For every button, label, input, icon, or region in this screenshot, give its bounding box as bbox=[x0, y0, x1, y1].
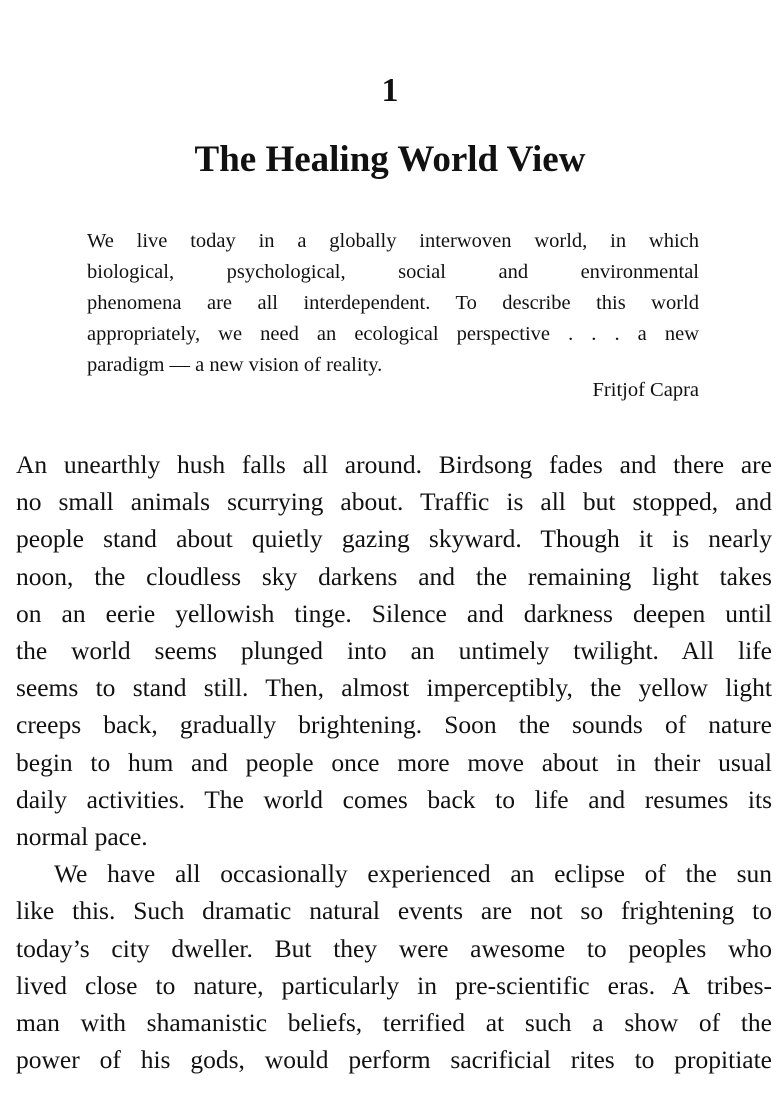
text-line: people stand about quietly gazing skyward. Though it is nearly bbox=[16, 524, 772, 554]
text-line: daily activities. The world comes back to life and resumes its bbox=[16, 784, 772, 814]
paragraph bbox=[16, 855, 772, 1078]
text-line: seems to stand still. Then, almost imperceptibly, the yellow light bbox=[16, 673, 772, 703]
chapter-number: 1 bbox=[381, 72, 399, 109]
text-line: creeps back, gradually brightening. Soon the sounds of nature bbox=[16, 710, 772, 740]
epigraph-line: phenomena are all interdependent. To describe this world bbox=[87, 292, 699, 314]
paragraph bbox=[16, 446, 772, 855]
text-line: lived close to nature, particularly in pre-scientific eras. A tribes- bbox=[16, 970, 772, 1000]
text-line: the world seems plunged into an untimely twilight. All life bbox=[16, 636, 772, 666]
text-line: begin to hum and people once more move about in their usual bbox=[16, 747, 772, 777]
body-text bbox=[16, 446, 772, 1078]
text-line: on an eerie yellowish tinge. Silence and darkness deepen until bbox=[16, 598, 772, 628]
text-line: An unearthly hush falls all around. Birdsong fades and there are bbox=[16, 450, 772, 479]
text-line: like this. Such dramatic natural events are not so frightening to bbox=[16, 896, 772, 926]
text-line: power of his gods, would perform sacrificial rites to propitiate bbox=[16, 1045, 772, 1075]
epigraph-attribution: Fritjof Capra bbox=[592, 379, 699, 401]
epigraph-line: paradigm — a new vision of reality. bbox=[87, 354, 383, 376]
epigraph bbox=[87, 226, 699, 381]
text-line: man with shamanistic beliefs, terrified at such a show of the bbox=[16, 1008, 772, 1038]
epigraph-line: We live today in a globally interwoven world, in which bbox=[87, 230, 699, 252]
text-line: We have all occasionally experienced an eclipse of the sun bbox=[54, 859, 772, 889]
chapter-title: The Healing World View bbox=[194, 139, 586, 180]
epigraph-line: appropriately, we need an ecological perspective . . . a new bbox=[87, 323, 699, 345]
text-line: noon, the cloudless sky darkens and the remaining light takes bbox=[16, 561, 772, 591]
text-line: no small animals scurrying about. Traffic is all but stopped, and bbox=[16, 487, 772, 517]
text-line: normal pace. bbox=[16, 822, 148, 852]
epigraph-line: biological, psychological, social and environmental bbox=[87, 261, 699, 283]
text-line: today’s city dweller. But they were awesome to peoples who bbox=[16, 933, 772, 963]
